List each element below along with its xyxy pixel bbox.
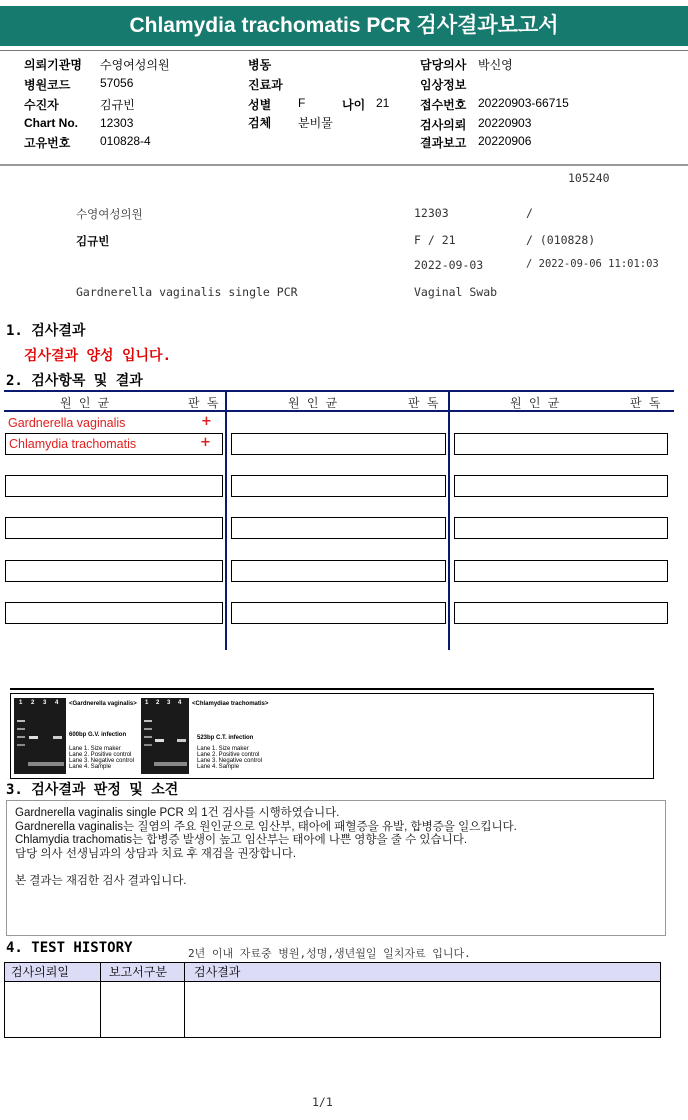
gel-band-label: 523bp C.T. infection (197, 735, 254, 741)
summary-specimen: Vaginal Swab (414, 285, 498, 299)
result-row-empty (5, 560, 223, 582)
gel-band (177, 739, 186, 742)
comment-box (6, 800, 666, 936)
legend-line: Lane 3. Negative control (197, 758, 263, 764)
comment-line: Gardnerella vaginalis single PCR 외 1건 검사를 시행하였습니다. (15, 807, 340, 819)
section-3-title: 3. 검사결과 판정 및 소견 (6, 782, 179, 798)
summary-test-name: Gardnerella vaginalis single PCR (76, 285, 298, 299)
result-row-empty (231, 475, 446, 497)
legend-line: Lane 3. Negative control (69, 758, 135, 764)
header-value: 21 (376, 96, 390, 110)
history-table-header (4, 962, 661, 982)
header-label: 접수번호 (420, 98, 467, 112)
gel-band (155, 739, 164, 742)
report-id: 105240 (568, 171, 610, 185)
header-label: 의뢰기관명 (24, 58, 82, 72)
header-label: 병동 (248, 58, 272, 72)
legend-line: Lane 2. Positive control (69, 752, 132, 758)
header-value: 김규빈 (100, 98, 135, 112)
pathogen-name: Chlamydia trachomatis (9, 437, 137, 451)
result-row-empty (454, 475, 668, 497)
legend-line: Lane 2. Positive control (197, 752, 260, 758)
gel-top-rule (10, 688, 654, 690)
summary-patient: 김규빈 (76, 234, 110, 248)
header-label: 나이 (342, 98, 366, 112)
result-row-empty (5, 517, 223, 539)
table-column-divider (225, 391, 227, 650)
header-value: 20220903 (478, 116, 532, 130)
comment-line: Gardnerella vaginalis는 질염의 주요 원인균으로 임산부, 태아에 패혈증을 유발, 합병증을 일으킵니다. (15, 820, 517, 833)
history-note: 2년 이내 자료중 병원,성명,생년월일 일치자료 입니다. (188, 947, 471, 960)
lane-number: 2 (156, 700, 160, 706)
comment-line: Chlamydia trachomatis는 합병증 발생이 높고 임산부는 태아에 나쁜 영향을 줄 수 있습니다. (15, 834, 468, 846)
lane-number: 1 (19, 700, 23, 706)
section-1-title: 1. 검사결과 (6, 323, 86, 339)
comment-line: 담당 의사 선생님과의 상담과 치료 후 재검을 권장합니다. (15, 847, 297, 860)
summary-clinic: 수영여성의원 (76, 207, 143, 221)
gel-band (17, 720, 25, 722)
result-row-empty (5, 475, 223, 497)
header-value: 010828-4 (100, 134, 151, 148)
header-label: 진료과 (248, 78, 283, 92)
summary-request-date: 2022-09-03 (414, 258, 484, 272)
summary-slash: / (526, 206, 533, 220)
lane-number: 3 (167, 700, 171, 706)
gel-band (144, 736, 152, 738)
header-value: 분비물 (298, 116, 333, 130)
gel-legend (197, 746, 262, 770)
column-header-pathogen: 원 인 균 (510, 396, 560, 410)
result-row-empty (454, 560, 668, 582)
comment-line (15, 861, 517, 875)
gel-image-panel (10, 693, 654, 779)
header-label: 고유번호 (24, 136, 71, 150)
result-summary: 검사결과 양성 입니다. (24, 348, 172, 364)
summary-report-datetime: / 2022-09-06 11:01:03 (526, 258, 659, 270)
gel-band (144, 728, 152, 730)
gel-band (17, 744, 25, 746)
result-row-empty (454, 433, 668, 455)
page-number: 1/1 (312, 1095, 333, 1109)
gel-band (144, 720, 152, 722)
header-value: F (298, 96, 306, 110)
lane-number: 3 (43, 700, 47, 706)
summary-sex-age: F / 21 (414, 233, 456, 247)
legend-line: Lane 4. Sample (69, 764, 112, 770)
history-col-request-date: 검사의뢰일 (11, 965, 69, 979)
comment-text (15, 807, 517, 888)
header-value: 20220903-66715 (478, 96, 569, 110)
column-header-pathogen: 원 인 균 (288, 396, 338, 410)
lane-number: 2 (31, 700, 35, 706)
result-row-empty (231, 517, 446, 539)
header-label: 담당의사 (420, 58, 467, 72)
lane-number: 1 (145, 700, 149, 706)
lane-number: 4 (178, 700, 182, 706)
summary-id: / (010828) (526, 233, 596, 247)
gel-band (154, 762, 187, 766)
history-col-report-type: 보고서구분 (109, 965, 167, 979)
header-bottom-rule (0, 164, 688, 166)
result-row-empty (231, 560, 446, 582)
legend-line: Lane 4. Sample (197, 764, 240, 770)
judgement-mark: + (201, 414, 212, 429)
header-label: Chart No. (24, 116, 78, 130)
result-row (5, 433, 223, 455)
gel-band (144, 744, 152, 746)
legend-line: Lane 1. Size maker (197, 746, 249, 752)
column-header-judgement: 판 독 (630, 396, 661, 410)
gel-band (17, 736, 25, 738)
header-label: 수진자 (24, 98, 59, 112)
table-column-divider (448, 391, 450, 650)
header-value: 수영여성의원 (100, 58, 170, 72)
result-row-empty (454, 517, 668, 539)
column-header-judgement: 판 독 (408, 396, 439, 410)
history-table-body (4, 981, 661, 1038)
header-value: 20220906 (478, 134, 532, 148)
header-label: 병원코드 (24, 78, 71, 92)
header-label: 검체 (248, 116, 272, 130)
gel-band-label: 600bp G.V. infection (69, 732, 127, 738)
pathogen-name: Gardnerella vaginalis (8, 416, 126, 430)
section-4-title: 4. TEST HISTORY (6, 940, 133, 956)
header-value: 박신영 (478, 58, 513, 72)
section-2-title: 2. 검사항목 및 결과 (6, 373, 143, 389)
header-top-rule (0, 50, 688, 51)
column-header-pathogen: 원 인 균 (60, 396, 110, 410)
report-title: Chlamydia trachomatis PCR 검사결과보고서 (0, 6, 688, 46)
gel-legend (69, 746, 134, 770)
header-value: 57056 (100, 76, 134, 90)
result-row-empty (231, 433, 446, 455)
comment-line: 본 결과는 재검한 검사 결과입니다. (15, 874, 187, 887)
lane-number: 4 (55, 700, 59, 706)
gel-photo-gardnerella (14, 698, 66, 774)
gel-title-gardnerella: <Gardnerella vaginalis> (69, 701, 137, 707)
gel-title-chlamydia: <Chlamydiae trachomatis> (192, 701, 269, 707)
gel-band (29, 736, 38, 739)
judgement-mark: + (200, 435, 211, 450)
result-row-empty (454, 602, 668, 624)
gel-band (17, 728, 25, 730)
column-header-judgement: 판 독 (188, 396, 219, 410)
header-label: 임상정보 (420, 78, 467, 92)
summary-chart: 12303 (414, 206, 449, 220)
history-col-result: 검사결과 (194, 965, 241, 979)
header-value: 12303 (100, 116, 134, 130)
legend-line: Lane 1. Size maker (69, 746, 121, 752)
result-row (5, 413, 223, 433)
header-label: 검사의뢰 (420, 118, 467, 132)
gel-band (53, 736, 62, 739)
result-row-empty (5, 602, 223, 624)
table-top-rule (4, 390, 674, 392)
gel-band (28, 762, 64, 766)
header-label: 결과보고 (420, 136, 467, 150)
header-label: 성별 (248, 98, 272, 112)
gel-photo-chlamydia (141, 698, 189, 774)
result-row-empty (231, 602, 446, 624)
